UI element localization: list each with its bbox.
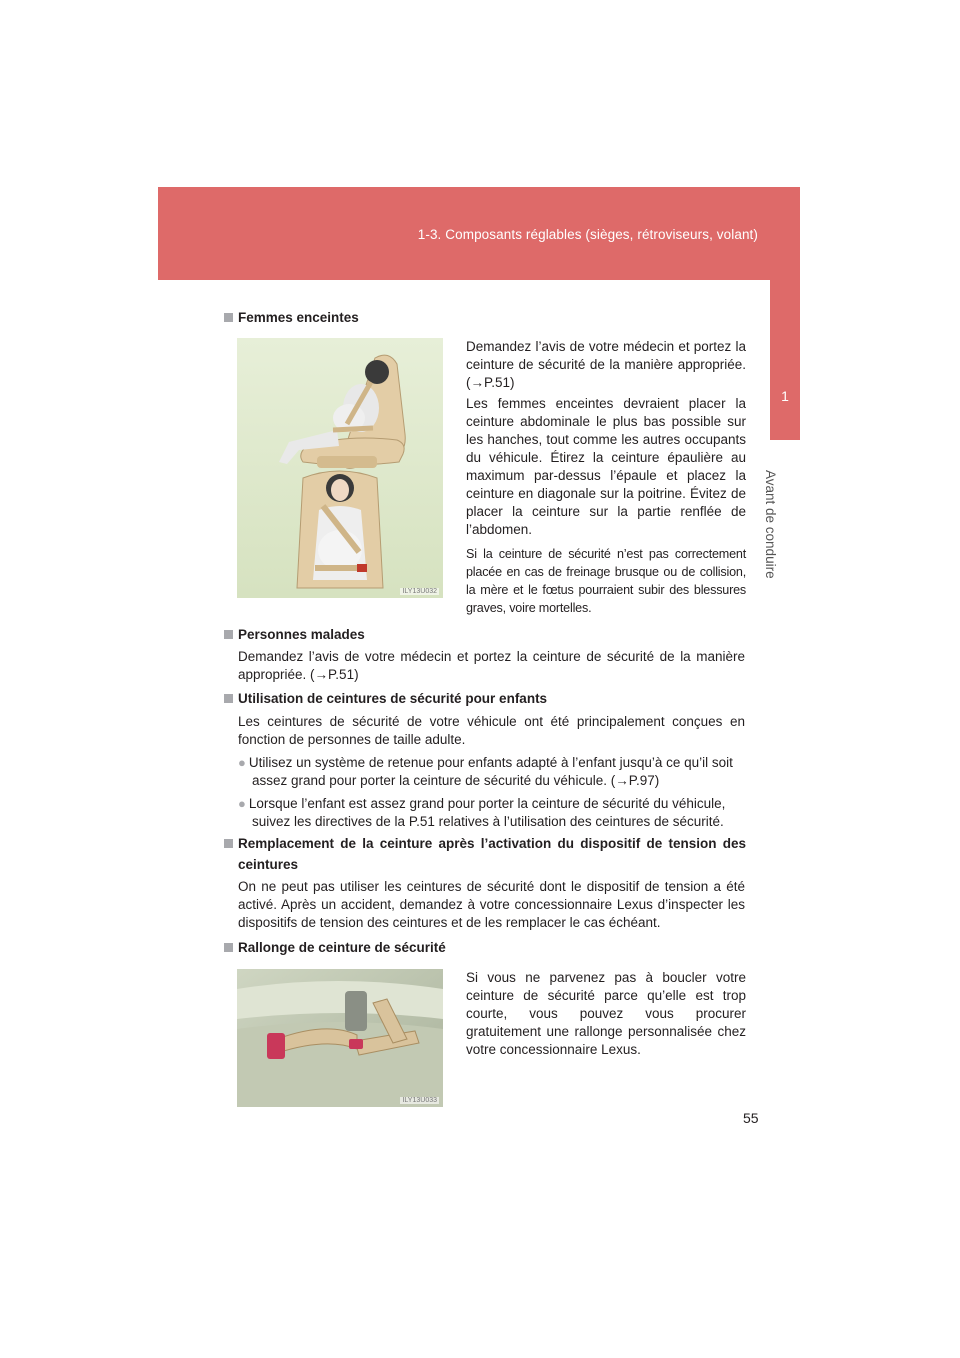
square-bullet-icon <box>224 630 233 639</box>
chapter-label-text: Avant de conduire <box>763 470 778 579</box>
seatbelt-extender-illustration <box>237 969 443 1107</box>
pregnant-paragraph-1: Demandez l’avis de votre médecin et portez la ceinture de sécurité de la manière appropriée. (→P.51) <box>466 339 746 390</box>
heading-extender: Rallonge de ceinture de sécurité <box>224 940 446 955</box>
figure-code: ILY13U033 <box>402 1097 437 1104</box>
chapter-label <box>763 470 796 590</box>
seatbelt-extender-photo <box>237 969 443 1107</box>
extender-paragraph: Si vous ne parvenez pas à boucler votre ceinture de sécurité parce qu’elle est trop courte, vous pouvez vous procurer gratuitement une rallonge personnalisée chez votre concessionnaire Lexus. <box>466 970 746 1057</box>
square-bullet-icon <box>224 943 233 952</box>
ill-paragraph: Demandez l’avis de votre médecin et portez la ceinture de sécurité de la manière appropriée. (→P.51) <box>238 649 745 682</box>
heading-ill-persons: Personnes malades <box>224 627 365 642</box>
square-bullet-icon <box>224 313 233 322</box>
heading-replacement-line-2: ceintures <box>238 857 299 872</box>
page-number: 55 <box>743 1110 759 1126</box>
figure-code: ILY13U032 <box>402 588 437 595</box>
pregnant-woman-illustration <box>237 338 443 598</box>
replacement-paragraph: On ne peut pas utiliser les ceintures de sécurité dont le dispositif de tension a été activé. Après un accident, demandez à votre concessionnaire Lexus d’inspecter les dispositifs de tension des ceintures et de les remplacer le cas échéant. <box>238 879 745 930</box>
children-bullet-2: ● Lorsque l’enfant est assez grand pour porter la ceinture de sécurité du véhicule, suivez les directives de la P.51 relatives à l’utilisation des ceintures de sécurité. <box>238 796 726 829</box>
chapter-header-band <box>158 187 800 280</box>
round-bullet-icon: ● <box>238 796 246 811</box>
pregnant-seatbelt-illustration <box>237 338 443 598</box>
round-bullet-icon: ● <box>238 755 246 770</box>
children-bullet-1: ● Utilisez un système de retenue pour enfants adapté à l’enfant jusqu’à ce qu’il soit assez grand pour porter la ceinture de sécurité du véhicule. (→P.97) <box>238 755 733 788</box>
pregnant-paragraph-2: Les femmes enceintes devraient placer la ceinture abdominale le plus bas possible sur les hanches, tout comme les autres occupants du véhicule. Étirez la ceinture épaulière au maximum par-dessus l’épaule et placez la ceinture en diagonale sur la poitrine. Évitez de placer la ceinture sur la partie renflée de l’abdomen. <box>466 396 746 537</box>
square-bullet-icon <box>224 694 233 703</box>
children-paragraph: Les ceintures de sécurité de votre véhicule ont été principalement conçues en fonction de personnes de taille adulte. <box>238 714 745 747</box>
heading-children: Utilisation de ceintures de sécurité pour enfants <box>224 691 547 706</box>
chapter-number: 1 <box>781 388 789 404</box>
pregnant-paragraph-3: Si la ceinture de sécurité n’est pas correctement placée en cas de freinage brusque ou de collision, la mère et le fœtus pourraient subir des blessures graves, voire mortelles. <box>466 547 746 615</box>
heading-pregnant: Femmes enceintes <box>224 310 359 325</box>
heading-replacement: Remplacement de la ceinture après l’activation du dispositif de tension des <box>224 836 746 851</box>
section-title: 1-3. Composants réglables (sièges, rétroviseurs, volant) <box>417 227 758 242</box>
square-bullet-icon <box>224 839 233 848</box>
